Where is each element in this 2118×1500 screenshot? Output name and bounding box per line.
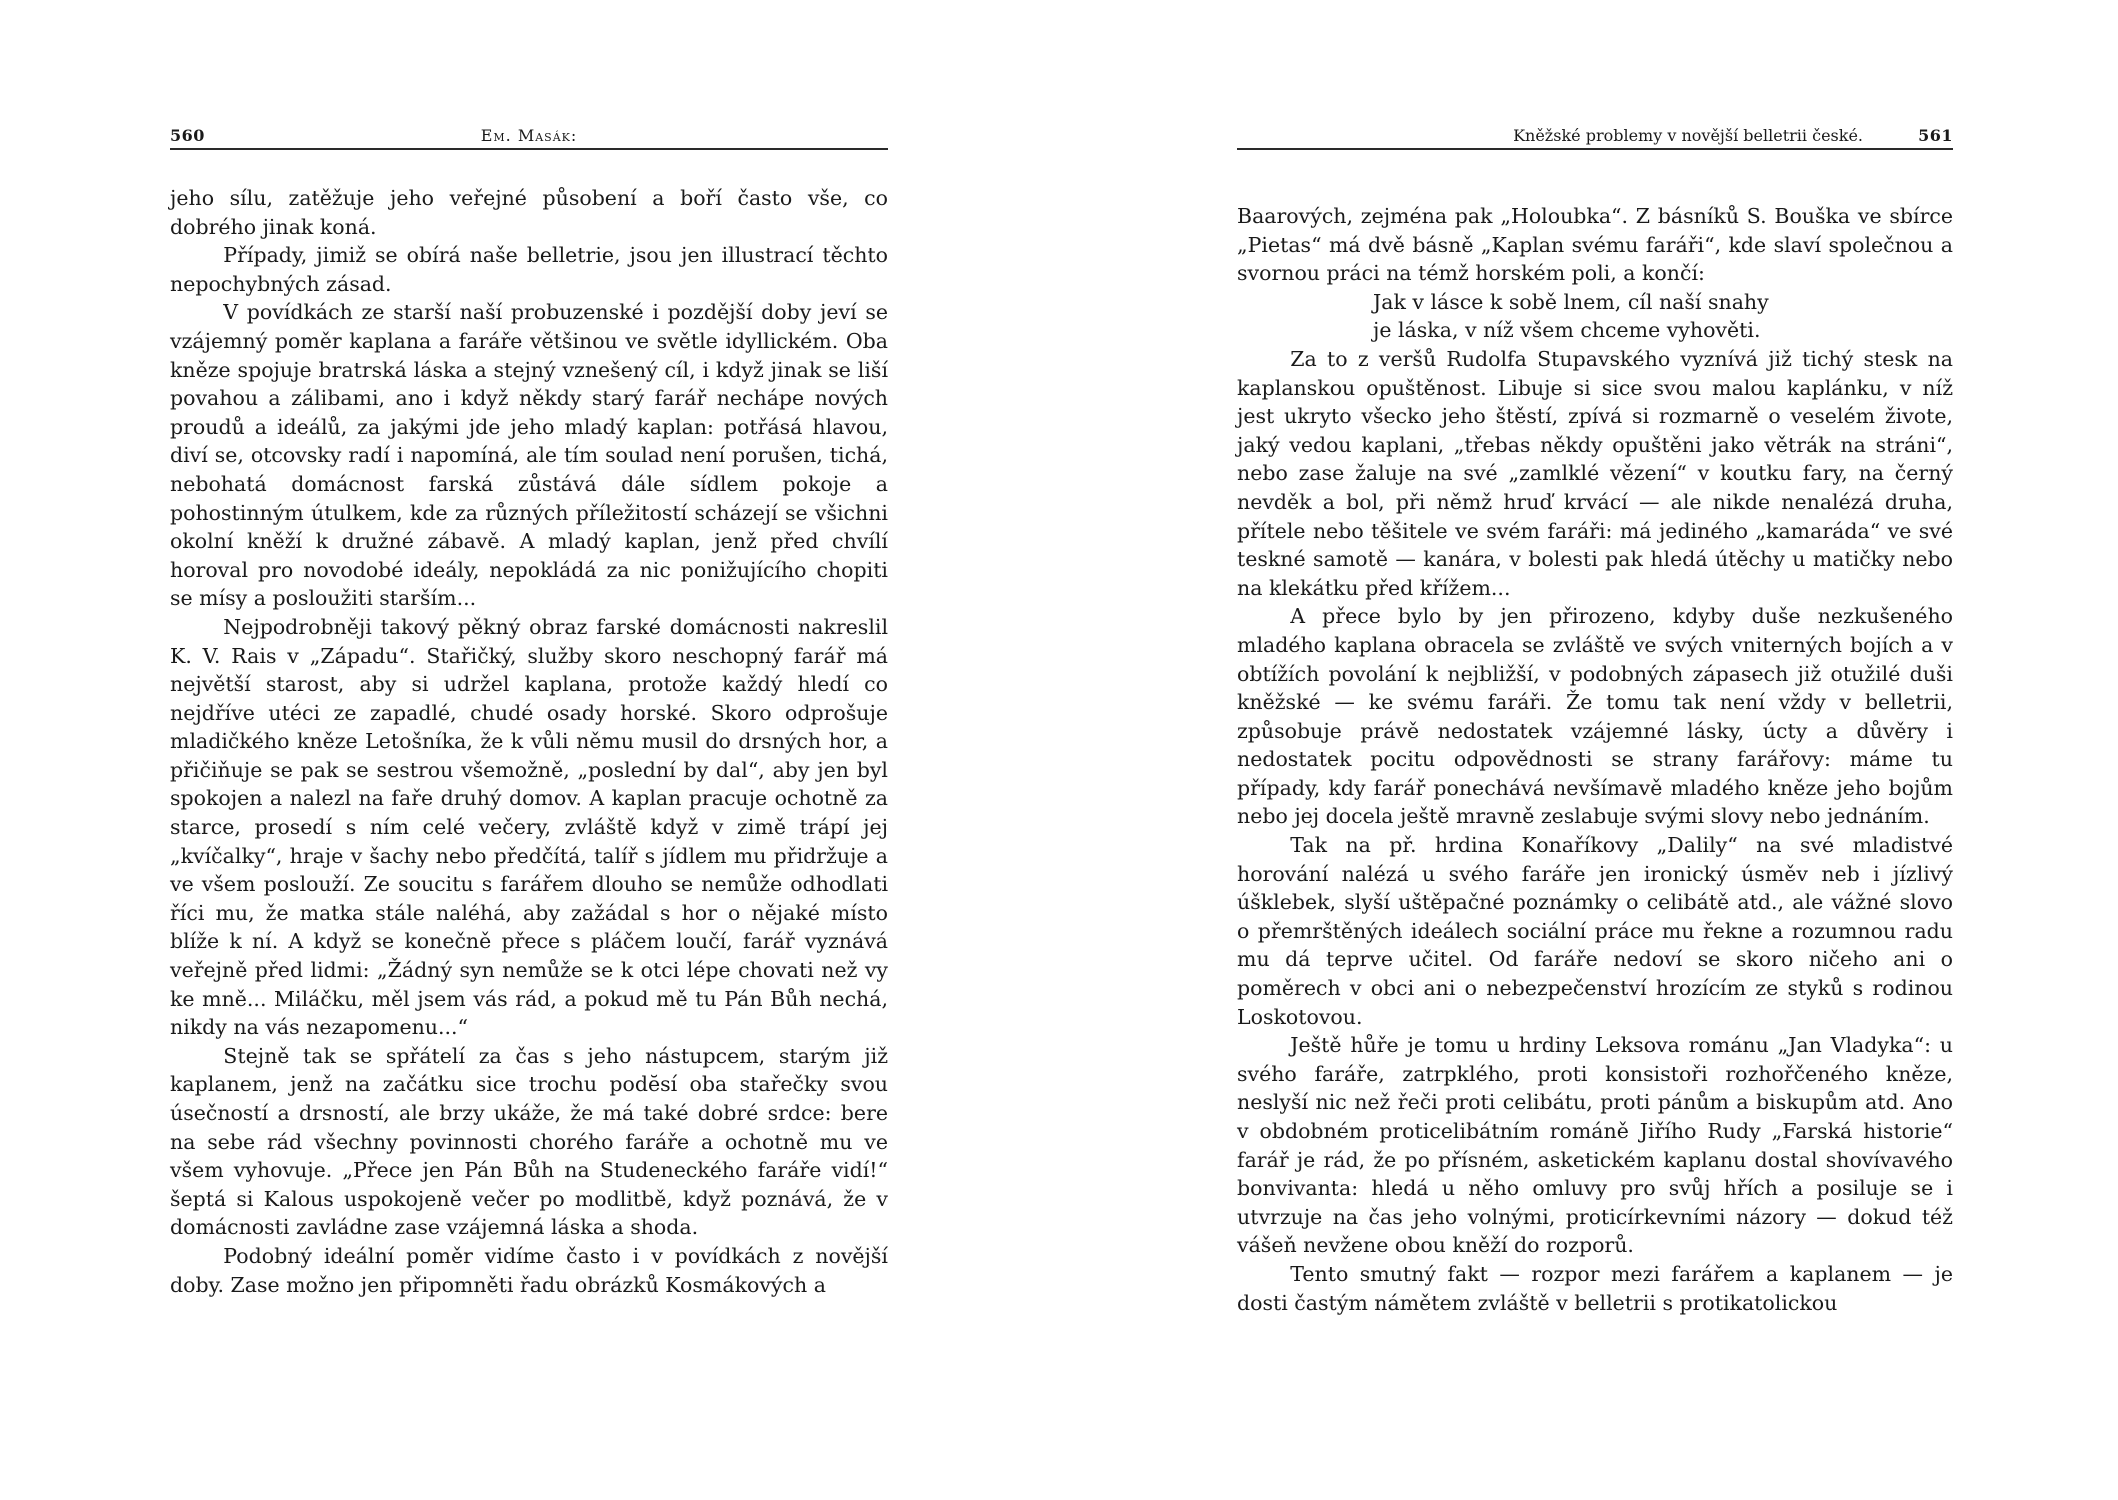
verse-line: Jak v lásce k sobě lnem, cíl naší snahy <box>1373 289 1769 314</box>
paragraph: A přece bylo by jen přirozeno, kdyby duše nezkušeného mladého kaplana obracela se zvláště ve svých vniterných bojích a v obtížích povolání k nejbližší, v podobných zápasech již otužilé duši kněžské — ke svému faráři. Že tomu tak není vždy v belletrii, způsobuje právě nedostatek vzájemné lásky, úcty a důvěry i nedostatek pocitu odpovědnosti se strany farářovy: máme tu případy, kdy farář ponechává nevšímavě mladého kněze jeho bojům nebo jej docela ještě mravně zeslabuje svými slovy nebo jednáním. <box>1237 604 1953 829</box>
left-page-number: 560 <box>170 126 205 145</box>
left-page <box>170 0 888 1500</box>
paragraph: Tento smutný fakt — rozpor mezi farářem a kaplanem — je dosti častým námětem zvláště v belletrii s protikatolickou <box>1237 1261 1953 1315</box>
paragraph: Nejpodrobněji takový pěkný obraz farské domácnosti nakreslil K. V. Rais v „Západu“. Stařičký, služby skoro neschopný farář má největší starost, aby si udržel kaplana, protože každý hledí co nejdříve utéci ze zapadlé, chudé osady horské. Skoro odprošuje mladičkého kněze Letošníka, že k vůli němu musil do drsných hor, a přičiňuje se pak se sestrou všemožně, „poslední by dal“, aby jen byl spokojen a nalezl na faře druhý domov. A kaplan pracuje ochotně za starce, prosedí s ním celé večery, zvláště když v zimě trápí jej „kvíčalky“, hraje v šachy nebo předčítá, talíř s jídlem mu přidržuje a ve všem poslouží. Ze soucitu s farářem dlouho se nemůže odhodlati říci mu, že matka stále naléhá, aby zažádal s hor o nějaké místo blíže k ní. A když se konečně přece s pláčem loučí, farář vyznává veřejně před lidmi: „Žádný syn nemůže se k otci lépe chovati než vy ke mně... Miláčku, měl jsem vás rád, a pokud mě tu Pán Bůh nechá, nikdy na vás nezapomenu...“ <box>170 614 888 1040</box>
paragraph: Ještě hůře je tomu u hrdiny Leksova románu „Jan Vladyka“: u svého faráře, zatrpklého, proti konsistoři rozhořčeného kněze, neslyší nic než řeči proti celibátu, proti pánům a biskupům atd. Ano v obdobném proticelibátním románě Jiřího Rudy „Farská historie“ farář je rád, že po přísném, asketickém kaplanu dostal shovívavého bonvivanta: hledá u něho omluvy pro svůj hřích a posiluje se i utvrzuje na čas jeho volnými, proticírkevními názory — dokud též vášeň nevžene obou kněží do rozporů. <box>1237 1033 1953 1258</box>
left-body-text <box>170 184 888 1299</box>
paragraph: Stejně tak se spřátelí za čas s jeho nástupcem, starým již kaplanem, jenž na začátku sice trochu podĕsí oba stařečky svou úsečností a drsností, ale brzy ukáže, že má také dobré srdce: bere na sebe rád všechny povinnosti chorého faráře a ochotně mu ve všem vyhovuje. „Přece jen Pán Bůh na Studeneckého faráře vidí!“ šeptá si Kalous uspokojeně večer po modlitbě, když poznává, že v domácnosti zavládne zase vzájemná láska a shoda. <box>170 1043 888 1240</box>
right-running-title: Kněžské problemy v novější belletrii české. <box>1513 126 1863 145</box>
paragraph: Případy, jimiž se obírá naše belletrie, jsou jen illustrací těchto nepochybných zásad. <box>170 243 888 296</box>
verse-line: je láska, v níž všem chceme vyhověti. <box>1373 318 1761 343</box>
paragraph: Podobný ideální poměr vidíme často i v povídkách z novější doby. Zase možno jen připomněti řadu obrázků Kosmákových a <box>170 1243 888 1297</box>
paragraph: Tak na př. hrdina Konaříkovy „Dalily“ na své mladistvé horování nalézá u svého faráře jen ironický úsměv neb i jízlivý úšklebek, slyší uštěpačné poznámky o celibátě atd., ale vážné slovo o přemrštěných ideálech sociální práce mu řekne a rozumnou radu mu dá teprve učitel. Od faráře nedoví se skoro ničeho ani o poměrech v obci ani o nebezpečenství hrozícím ze styků s rodinou Loskotovou. <box>1237 833 1953 1029</box>
right-running-head <box>1237 124 1953 150</box>
left-running-head <box>170 124 888 150</box>
paragraph: jeho sílu, zatěžuje jeho veřejné působení a boří často vše, co dobrého jinak koná. <box>170 186 888 239</box>
paragraph: Za to z veršů Rudolfa Stupavského vyznívá již tichý stesk na kaplanskou opuštěnost. Libuje si sice svou malou kaplánku, v níž jest ukryto všecko jeho štěstí, zpívá si rozmarně o veselém živote, jaký vedou kaplani, „třebas někdy opuštěni jako větrák na stráni“, nebo zase žaluje na své „zamlklé vězení“ v koutku fary, na černý nevděk a bol, při němž hruď krvácí — ale nikde nenalézá druha, přítele nebo těšitele ve svém faráři: má jediného „kamaráda“ ve své teskné samotě — kanára, v bolesti pak hledá útěchy u matičky nebo na klekátku před křížem... <box>1237 346 1953 600</box>
paragraph: Baarových, zejména pak „Holoubka“. Z básníků S. Bouška ve sbírce „Pietas“ má dvě básně „Kaplan svému faráři“, kde slaví společnou a svornou práci na témž horském poli, a končí: <box>1237 204 1953 286</box>
right-body-text <box>1237 202 1953 1317</box>
right-page <box>1237 0 1953 1500</box>
paragraph: V povídkách ze starší naší probuzenské i pozdější doby jeví se vzájemný poměr kaplana a faráře většinou ve světle idyllickém. Oba kněze spojuje bratrská láska a stejný vznešený cíl, i když jinak se liší povahou a zálibami, ano i když někdy starý farář nechápe nových proudů a ideálů, za jakými jde jeho mladý kaplan: potřásá hlavou, diví se, otcovsky radí i napomíná, ale tím soulad není porušen, tichá, nebohatá domácnost farská zůstává dále sídlem pokoje a pohostinným útulkem, kde za různých příležitostí scházejí se všichni okolní kněží k družné zábavě. A mladý kaplan, jenž před chvílí horoval pro novodobé ideály, nepokládá za nic ponižujícího chopiti se mísy a posloužiti starším... <box>170 300 888 611</box>
left-running-title: Em. Masák: <box>480 126 578 145</box>
right-page-number: 561 <box>1918 126 1953 145</box>
verse-quote <box>1237 288 1953 345</box>
